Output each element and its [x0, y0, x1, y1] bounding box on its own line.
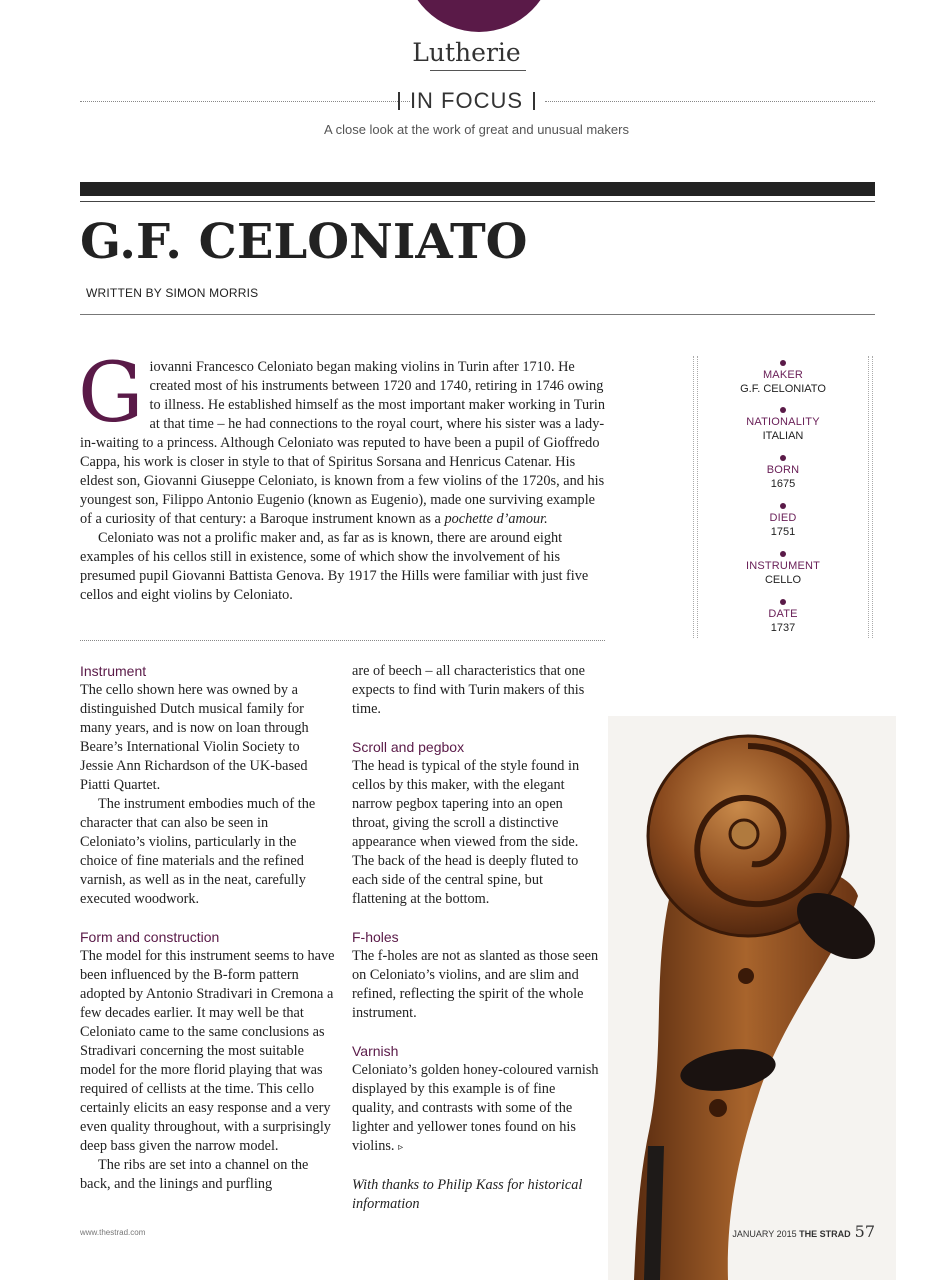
- body-column-1: [80, 662, 335, 1194]
- article-title: G.F. CELONIATO: [80, 214, 528, 270]
- kicker-subline: A close look at the work of great and unusual makers: [324, 122, 629, 137]
- form-paragraph-2: The ribs are set into a channel on the back, and the linings and purfling: [80, 1157, 309, 1192]
- bullet-dot-icon: [780, 503, 786, 509]
- page-number: 57: [854, 1222, 875, 1241]
- footer-issue: JANUARY 2015: [732, 1229, 797, 1239]
- instrument-paragraph-1: The cello shown here was owned by a distinguished Dutch musical family for many years, and is now on loan through Beare’s International Violin Society to Jessie Ann Richardson of the UK-based Piatti Quartet.: [80, 682, 309, 793]
- bullet-dot-icon: [780, 551, 786, 557]
- heading-fholes: F-holes: [352, 929, 399, 945]
- footer-folio: [700, 1222, 875, 1241]
- fact-box: [693, 356, 873, 638]
- title-thick-rule: [80, 182, 875, 196]
- fact-died: DIED 1751: [693, 503, 873, 538]
- body-column-2: [352, 662, 600, 1214]
- intro-dotted-rule: [80, 640, 605, 641]
- acknowledgement: With thanks to Philip Kass for historical information: [352, 1177, 583, 1212]
- bullet-dot-icon: [780, 360, 786, 366]
- heading-form: Form and construction: [80, 929, 220, 945]
- bullet-dot-icon: [780, 599, 786, 605]
- scroll-paragraph: The head is typical of the style found in cellos by this maker, with the elegant narrow pegbox tapering into an open throat, giving the scroll a distinctive appearance when viewed from the side. The back of the head is deeply fluted to each side of the central spine, but flattening at the bottom.: [352, 758, 580, 907]
- dropcap: G: [78, 346, 144, 441]
- intro-paragraph-2: Celoniato was not a prolific maker and, as far as is known, there are around eight examples of his cellos still in existence, some of which show the involvement of his presumed pupil Giovanni Battista Genova. By 1917 the Hills were familiar with just five cellos and eight violins by Celoniato.: [80, 530, 589, 603]
- heading-varnish: Varnish: [352, 1043, 399, 1059]
- fact-maker: MAKER G.F. CELONIATO: [693, 360, 873, 395]
- varnish-paragraph: Celoniato’s golden honey-coloured varnish displayed by this example is of fine quality, and contrasts with some of the lighter and yellower tones found on his violins. ▹: [352, 1062, 599, 1154]
- kicker: [0, 88, 933, 114]
- cello-scroll-photo: [608, 716, 896, 1280]
- fact-instrument: INSTRUMENT CELLO: [693, 551, 873, 586]
- fact-box-left-border: [693, 356, 698, 638]
- form-paragraph-1: The model for this instrument seems to have been influenced by the B-form pattern adopted by Antonio Stradivari in Cremona a few decades earlier. It may well be that Celoniato came to the same conclusions as Stradivari concerning the most suitable model for the more florid playing that was required of cellists at the time. This cello certainly elicits an easy response and a very even quality throughout, with a surprisingly deep bass given the narrow model.: [80, 948, 335, 1154]
- intro-p1-text: iovanni Francesco Celoniato began making violins in Turin after 1710. He created most of his instruments between 1720 and 1740, retiring in 1746 owing to illness. He established himself as the most important maker working in Turin at that time – he had connections to the royal court, where his sister was a lady-in-waiting to a princess. Although Celoniato was reputed to have been a pupil of Gioffredo Cappa, his work is closer in style to that of Spiritus Sorsana and Henricus Catenar. His eldest son, Giovanni Giuseppe Celoniato, is known from a few violins of the 1720s, and his youngest son, Filippo Antonio Eugenio (known as Eugenio), made one surviving example of a curiosity of that century: a Baroque instrument known as a: [80, 359, 605, 527]
- form-paragraph-2-continued: are of beech – all characteristics that one expects to find with Turin makers of this time.: [352, 663, 585, 717]
- fact-nationality: NATIONALITY ITALIAN: [693, 407, 873, 442]
- end-mark-icon: ▹: [398, 1142, 404, 1153]
- intro-p1-italic: pochette d’amour.: [444, 511, 548, 527]
- fholes-paragraph: The f-holes are not as slanted as those seen on Celoniato’s violins, and are slim and refined, reflecting the spirit of the whole instrument.: [352, 948, 599, 1021]
- bullet-dot-icon: [780, 455, 786, 461]
- instrument-paragraph-2: The instrument embodies much of the character that can also be seen in Celoniato’s violins, particularly in the choice of fine materials and the refined varnish, as well as in the neat, carefully executed woodwork.: [80, 796, 316, 907]
- heading-instrument: Instrument: [80, 663, 147, 679]
- footer-url: www.thestrad.com: [80, 1228, 146, 1237]
- heading-scroll: Scroll and pegbox: [352, 739, 465, 755]
- footer-magazine: THE STRAD: [799, 1229, 851, 1239]
- intro-paragraph-1: [78, 346, 605, 529]
- byline-rule: [80, 314, 875, 315]
- fact-born: BORN 1675: [693, 455, 873, 490]
- fact-date: DATE 1737: [693, 599, 873, 634]
- section-underline: [430, 70, 526, 71]
- title-thin-rule: [80, 201, 875, 202]
- fact-box-right-border: [868, 356, 873, 638]
- kicker-text: IN FOCUS: [409, 88, 524, 113]
- intro-text: [78, 346, 605, 605]
- bullet-dot-icon: [780, 407, 786, 413]
- section-circle-ornament: [404, 0, 554, 32]
- cello-scroll-illustration: [608, 716, 896, 1280]
- byline: WRITTEN BY SIMON MORRIS: [86, 286, 259, 300]
- section-title: Lutherie: [412, 38, 521, 67]
